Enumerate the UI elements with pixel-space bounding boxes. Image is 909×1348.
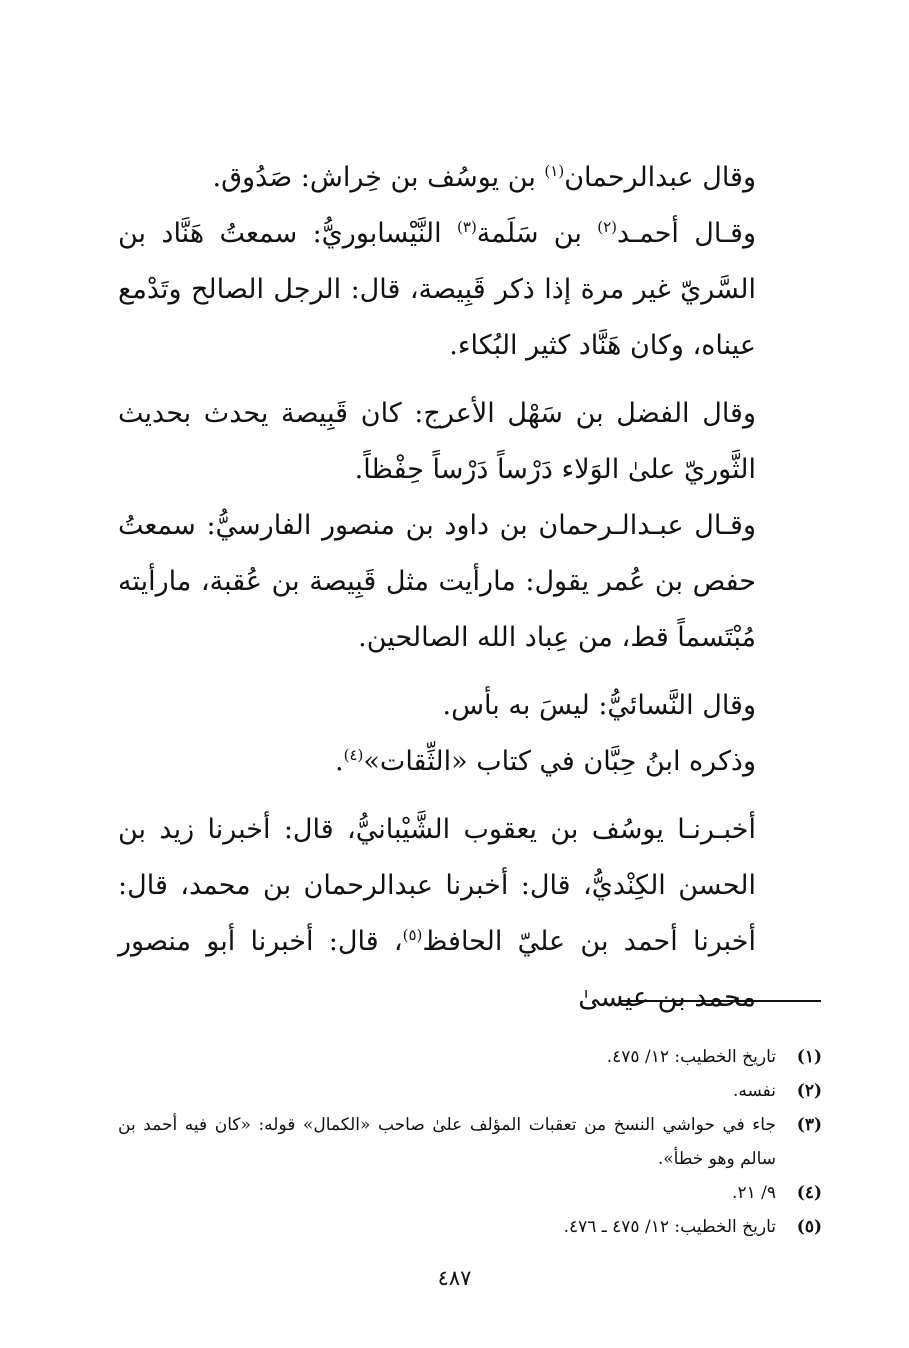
- footnote-ref-3[interactable]: (٣): [457, 218, 477, 236]
- footnote-number: (١): [796, 1047, 822, 1067]
- footnote-ref-4[interactable]: (٤): [343, 746, 364, 764]
- footnote-2: [118, 1074, 822, 1108]
- main-text: [118, 150, 822, 1026]
- footnote-5: [118, 1210, 822, 1244]
- paragraph-5: وقال النَّسائيُّ: ليسَ به بأس.: [442, 690, 756, 721]
- paragraph-7: [118, 802, 822, 1026]
- paragraph-2: [118, 206, 822, 374]
- footnote-text: جاء في حواشي النسخ من تعقبات المؤلف علىٰ صاحب «الكمال» قوله: «كان فيه أحمد بن سالم وهو خطأ».: [118, 1115, 776, 1169]
- footnotes: [118, 1040, 822, 1244]
- paragraph-4: وقـال عبـدالـرحمان بن داود بن منصور الفارسيُّ: سمعتُ حفص بن عُمر يقول: مارأيت مثل قَبِيصة بن عُقبة، مارأيته مُبْتَسماً قط، من عِباد الله الصالحين.: [118, 510, 756, 653]
- footnote-3: [118, 1108, 822, 1176]
- footnote-number: (٥): [796, 1217, 822, 1237]
- footnote-separator: [621, 1000, 821, 1002]
- paragraph-6: [118, 734, 822, 790]
- footnote-number: (٣): [796, 1115, 822, 1135]
- footnote-text: تاريخ الخطيب: ١٢/ ٤٧٥.: [606, 1047, 776, 1067]
- footnote-ref-1[interactable]: (١): [544, 162, 565, 180]
- footnote-text: نفسه.: [732, 1081, 776, 1101]
- text-run: وذكره ابنُ حِبَّان في كتاب «الثِّقات»: [363, 746, 756, 777]
- footnote-text: ٩/ ٢١.: [732, 1183, 776, 1203]
- footnote-4: [118, 1176, 822, 1210]
- text-run: أخبـرنـا يوسُف بن يعقوب الشَّيْبانيُّ، قال: أخبرنا زيد بن الحسن الكِنْديُّ، قال: أخبرنا عبدالرحمان بن محمد، قال: أخبرنا أحمد بن عليّ الحافظ: [118, 814, 756, 957]
- footnote-ref-2[interactable]: (٢): [597, 218, 618, 236]
- footnote-number: (٢): [796, 1081, 822, 1101]
- paragraph-1: [118, 150, 822, 206]
- paragraph-gap: [118, 790, 822, 802]
- footnote-1: [118, 1040, 822, 1074]
- footnote-number: (٤): [796, 1183, 822, 1203]
- text-run: النَّيْسابوريُّ: سمعتُ هَنَّاد بن السَّريّ غير مرة إذا ذكر قَبِيصة، قال: الرجل الصالح وتَدْمع عيناه، وكان هَنَّاد كثير البُكاء.: [118, 218, 756, 361]
- footnote-ref-5[interactable]: (٥): [402, 926, 423, 944]
- paragraph-gap: [118, 374, 822, 386]
- text-run: وقـال أحمـد: [617, 218, 756, 249]
- page-number: ٤٨٧: [437, 1266, 472, 1290]
- paragraph-3: وقال الفضل بن سَهْل الأعرج: كان قَبِيصة يحدث بحديث الثَّوريّ علىٰ الوَلاء دَرْساً دَرْساً حِفْظاً.: [118, 398, 756, 485]
- footnote-text: تاريخ الخطيب: ١٢/ ٤٧٥ ـ ٤٧٦.: [563, 1217, 776, 1237]
- text-run: بن يوسُف بن خِراش: صَدُوق.: [212, 162, 545, 193]
- text-run: وقال عبدالرحمان: [564, 162, 756, 193]
- text-run: .: [335, 746, 344, 777]
- text-run: ، قال: أخبرنا أبو منصور محمد بن عيسىٰ: [118, 926, 756, 1013]
- paragraph-gap: [118, 666, 822, 678]
- text-run: بن سَلَمة: [476, 218, 598, 249]
